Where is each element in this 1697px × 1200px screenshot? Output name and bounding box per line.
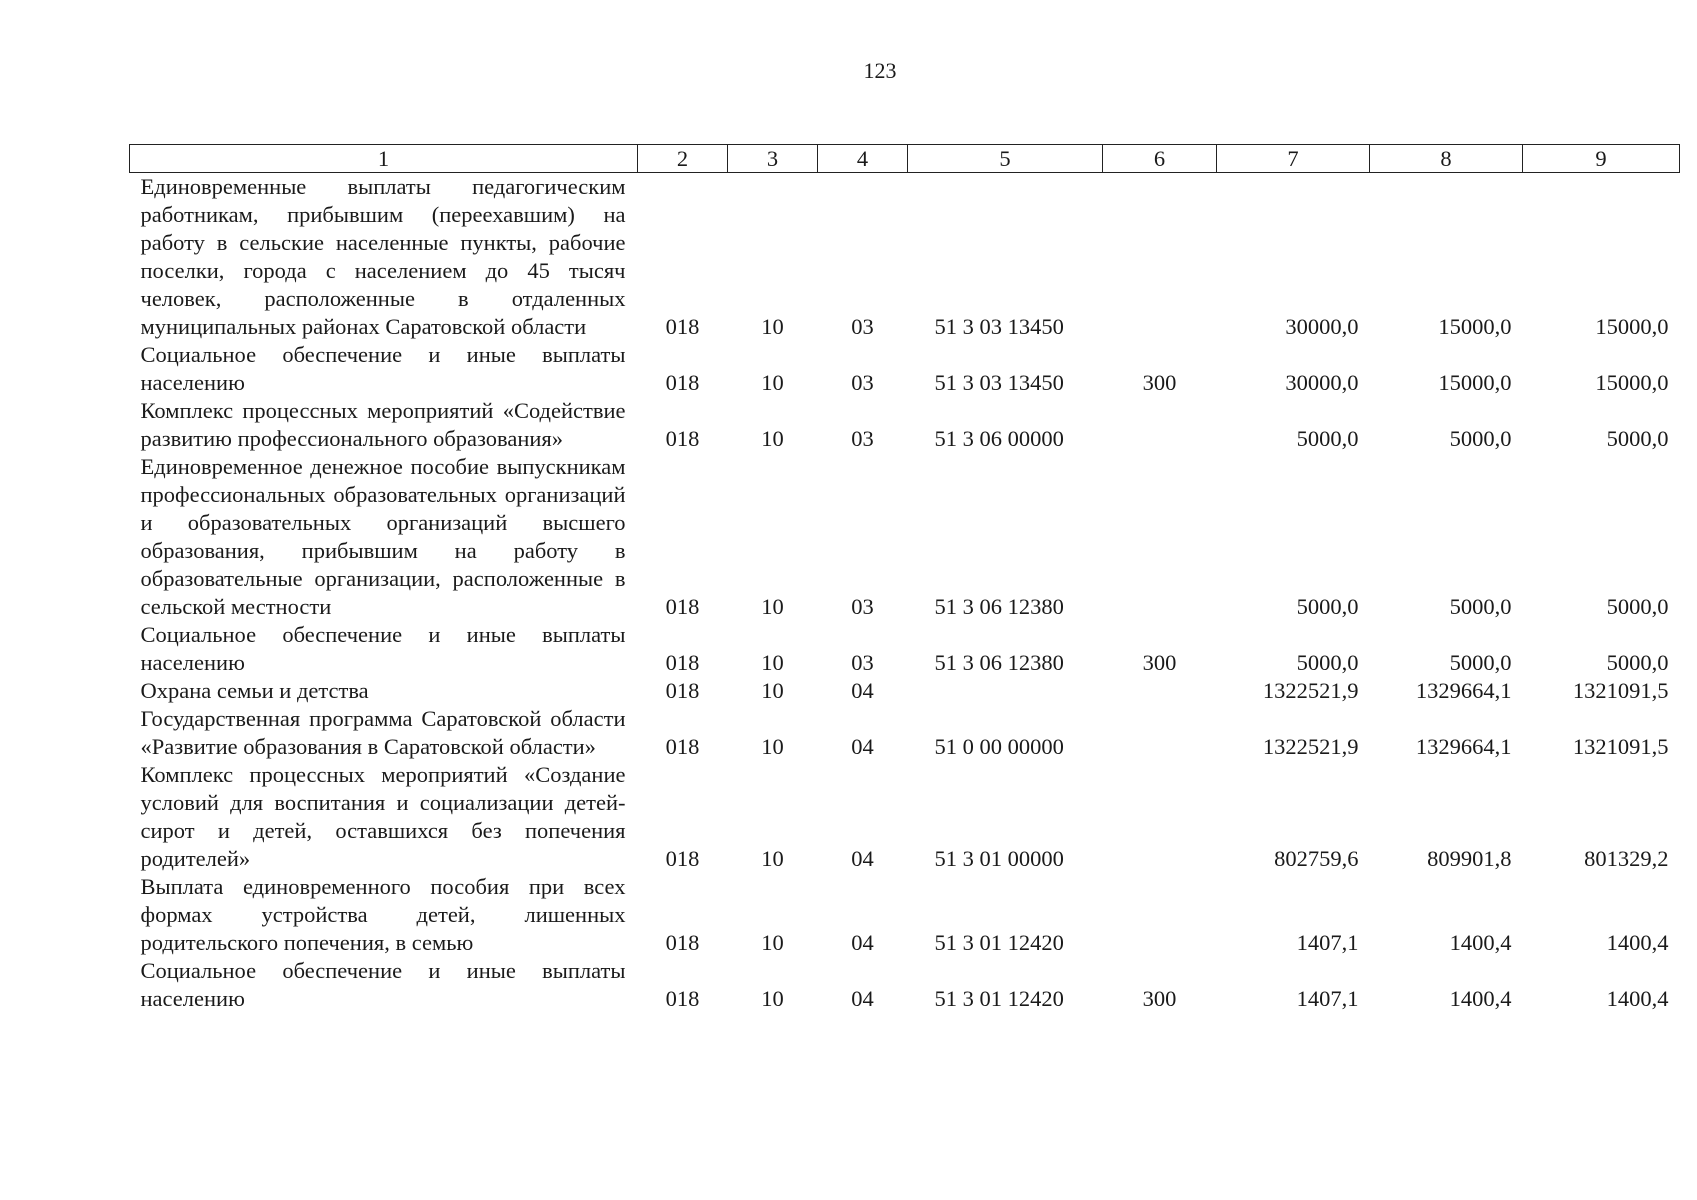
row-amount-year-2: 1329664,1 bbox=[1415, 678, 1512, 703]
row-section-code: 10 bbox=[761, 650, 784, 675]
row-ministry-code: 018 bbox=[665, 426, 700, 451]
row-amount-year-3: 1321091,5 bbox=[1572, 734, 1669, 759]
row-ministry-code: 018 bbox=[665, 314, 700, 339]
row-name: Комплекс процессных мероприятий «Создание условий для воспитания и социализации детей-сирот и детей, оставшихся без попечения родителей» bbox=[140, 762, 626, 871]
row-ministry-code: 018 bbox=[665, 594, 700, 619]
row-section-code: 10 bbox=[761, 678, 784, 703]
table-row bbox=[130, 761, 1680, 873]
row-ministry-code: 018 bbox=[665, 930, 700, 955]
row-amount-year-3: 1321091,5 bbox=[1572, 678, 1669, 703]
row-ministry-code: 018 bbox=[665, 370, 700, 395]
row-expense-type bbox=[1103, 873, 1217, 957]
column-header-5: 5 bbox=[908, 145, 1103, 173]
row-amount-year-1: 5000,0 bbox=[1296, 426, 1359, 451]
row-amount-year-3: 5000,0 bbox=[1606, 650, 1669, 675]
column-header-2: 2 bbox=[638, 145, 728, 173]
row-subsection-code: 04 bbox=[851, 678, 874, 703]
row-ministry-code: 018 bbox=[665, 678, 700, 703]
row-target-article: 51 0 00 00000 bbox=[934, 734, 1064, 759]
page-number: 123 bbox=[863, 58, 897, 83]
row-amount-year-2: 1400,4 bbox=[1449, 986, 1512, 1011]
table-row bbox=[130, 341, 1680, 397]
row-amount-year-1: 5000,0 bbox=[1296, 650, 1359, 675]
column-header-1: 1 bbox=[130, 145, 638, 173]
row-name: Социальное обеспечение и иные выплаты населению bbox=[140, 342, 626, 395]
row-expense-type: 300 bbox=[1142, 650, 1177, 675]
column-header-4: 4 bbox=[818, 145, 908, 173]
table-row bbox=[130, 957, 1680, 1013]
table-row bbox=[130, 453, 1680, 621]
row-amount-year-2: 1400,4 bbox=[1449, 930, 1512, 955]
row-subsection-code: 03 bbox=[851, 370, 874, 395]
row-target-article: 51 3 03 13450 bbox=[934, 370, 1064, 395]
row-amount-year-2: 5000,0 bbox=[1449, 650, 1512, 675]
row-expense-type bbox=[1103, 397, 1217, 453]
row-target-article: 51 3 03 13450 bbox=[934, 314, 1064, 339]
row-target-article: 51 3 01 12420 bbox=[934, 986, 1064, 1011]
row-amount-year-2: 809901,8 bbox=[1427, 846, 1512, 871]
column-header-8: 8 bbox=[1370, 145, 1523, 173]
column-header-3: 3 bbox=[728, 145, 818, 173]
row-subsection-code: 03 bbox=[851, 426, 874, 451]
row-amount-year-3: 1400,4 bbox=[1606, 930, 1669, 955]
row-subsection-code: 03 bbox=[851, 650, 874, 675]
row-subsection-code: 04 bbox=[851, 930, 874, 955]
row-amount-year-1: 1322521,9 bbox=[1262, 678, 1359, 703]
row-section-code: 10 bbox=[761, 846, 784, 871]
row-target-article: 51 3 06 00000 bbox=[934, 426, 1064, 451]
row-subsection-code: 04 bbox=[851, 846, 874, 871]
table-header bbox=[130, 145, 1680, 173]
row-target-article: 51 3 06 12380 bbox=[934, 594, 1064, 619]
row-name: Единовременное денежное пособие выпускникам профессиональных образовательных организаций и образовательных организаций высшего образования, прибывшим на работу в образовательные организации, расположенные в сельской местности bbox=[140, 454, 626, 619]
row-section-code: 10 bbox=[761, 594, 784, 619]
row-section-code: 10 bbox=[761, 734, 784, 759]
header-row bbox=[130, 145, 1680, 173]
column-header-6: 6 bbox=[1103, 145, 1217, 173]
row-amount-year-3: 5000,0 bbox=[1606, 426, 1669, 451]
row-subsection-code: 04 bbox=[851, 734, 874, 759]
row-section-code: 10 bbox=[761, 314, 784, 339]
row-subsection-code: 04 bbox=[851, 986, 874, 1011]
row-amount-year-1: 30000,0 bbox=[1285, 370, 1359, 395]
row-expense-type bbox=[1103, 677, 1217, 705]
row-name: Социальное обеспечение и иные выплаты населению bbox=[140, 958, 626, 1011]
row-subsection-code: 03 bbox=[851, 594, 874, 619]
row-section-code: 10 bbox=[761, 370, 784, 395]
row-amount-year-2: 1329664,1 bbox=[1415, 734, 1512, 759]
row-amount-year-2: 15000,0 bbox=[1438, 370, 1512, 395]
row-expense-type bbox=[1103, 761, 1217, 873]
row-target-article: 51 3 06 12380 bbox=[934, 650, 1064, 675]
row-ministry-code: 018 bbox=[665, 986, 700, 1011]
row-ministry-code: 018 bbox=[665, 734, 700, 759]
row-amount-year-1: 802759,6 bbox=[1274, 846, 1359, 871]
table-body bbox=[130, 173, 1680, 1014]
row-ministry-code: 018 bbox=[665, 650, 700, 675]
row-ministry-code: 018 bbox=[665, 846, 700, 871]
row-name: Социальное обеспечение и иные выплаты населению bbox=[140, 622, 626, 675]
budget-table bbox=[129, 144, 1680, 1013]
row-amount-year-2: 15000,0 bbox=[1438, 314, 1512, 339]
row-amount-year-1: 1407,1 bbox=[1296, 930, 1359, 955]
row-amount-year-3: 15000,0 bbox=[1595, 314, 1669, 339]
row-amount-year-2: 5000,0 bbox=[1449, 426, 1512, 451]
row-target-article: 51 3 01 12420 bbox=[934, 930, 1064, 955]
row-amount-year-2: 5000,0 bbox=[1449, 594, 1512, 619]
row-amount-year-3: 1400,4 bbox=[1606, 986, 1669, 1011]
row-expense-type: 300 bbox=[1142, 370, 1177, 395]
row-expense-type: 300 bbox=[1142, 986, 1177, 1011]
row-amount-year-1: 5000,0 bbox=[1296, 594, 1359, 619]
row-section-code: 10 bbox=[761, 426, 784, 451]
row-amount-year-1: 30000,0 bbox=[1285, 314, 1359, 339]
row-name: Единовременные выплаты педагогическим работникам, прибывшим (переехавшим) на работу в сельские населенные пункты, рабочие поселки, города с населением до 45 тысяч человек, расположенные в отдаленных муниципальных районах Саратовской области bbox=[140, 174, 626, 339]
row-name: Комплекс процессных мероприятий «Содействие развитию профессионального образования» bbox=[140, 398, 626, 451]
row-target-article bbox=[908, 677, 1103, 705]
row-name: Государственная программа Саратовской области «Развитие образования в Саратовской области» bbox=[140, 706, 626, 759]
row-expense-type bbox=[1103, 453, 1217, 621]
table-row bbox=[130, 621, 1680, 677]
row-amount-year-3: 15000,0 bbox=[1595, 370, 1669, 395]
row-subsection-code: 03 bbox=[851, 314, 874, 339]
table-row bbox=[130, 873, 1680, 957]
row-section-code: 10 bbox=[761, 930, 784, 955]
row-expense-type bbox=[1103, 705, 1217, 761]
row-amount-year-1: 1322521,9 bbox=[1262, 734, 1359, 759]
table-row bbox=[130, 677, 1680, 705]
table-row bbox=[130, 173, 1680, 342]
row-amount-year-3: 5000,0 bbox=[1606, 594, 1669, 619]
row-amount-year-1: 1407,1 bbox=[1296, 986, 1359, 1011]
row-section-code: 10 bbox=[761, 986, 784, 1011]
table-row bbox=[130, 705, 1680, 761]
row-expense-type bbox=[1103, 173, 1217, 342]
row-amount-year-3: 801329,2 bbox=[1584, 846, 1669, 871]
column-header-9: 9 bbox=[1523, 145, 1680, 173]
table-row bbox=[130, 397, 1680, 453]
row-target-article: 51 3 01 00000 bbox=[934, 846, 1064, 871]
column-header-7: 7 bbox=[1217, 145, 1370, 173]
row-name: Выплата единовременного пособия при всех формах устройства детей, лишенных родительского попечения, в семью bbox=[140, 874, 626, 955]
row-name: Охрана семьи и детства bbox=[140, 678, 369, 703]
